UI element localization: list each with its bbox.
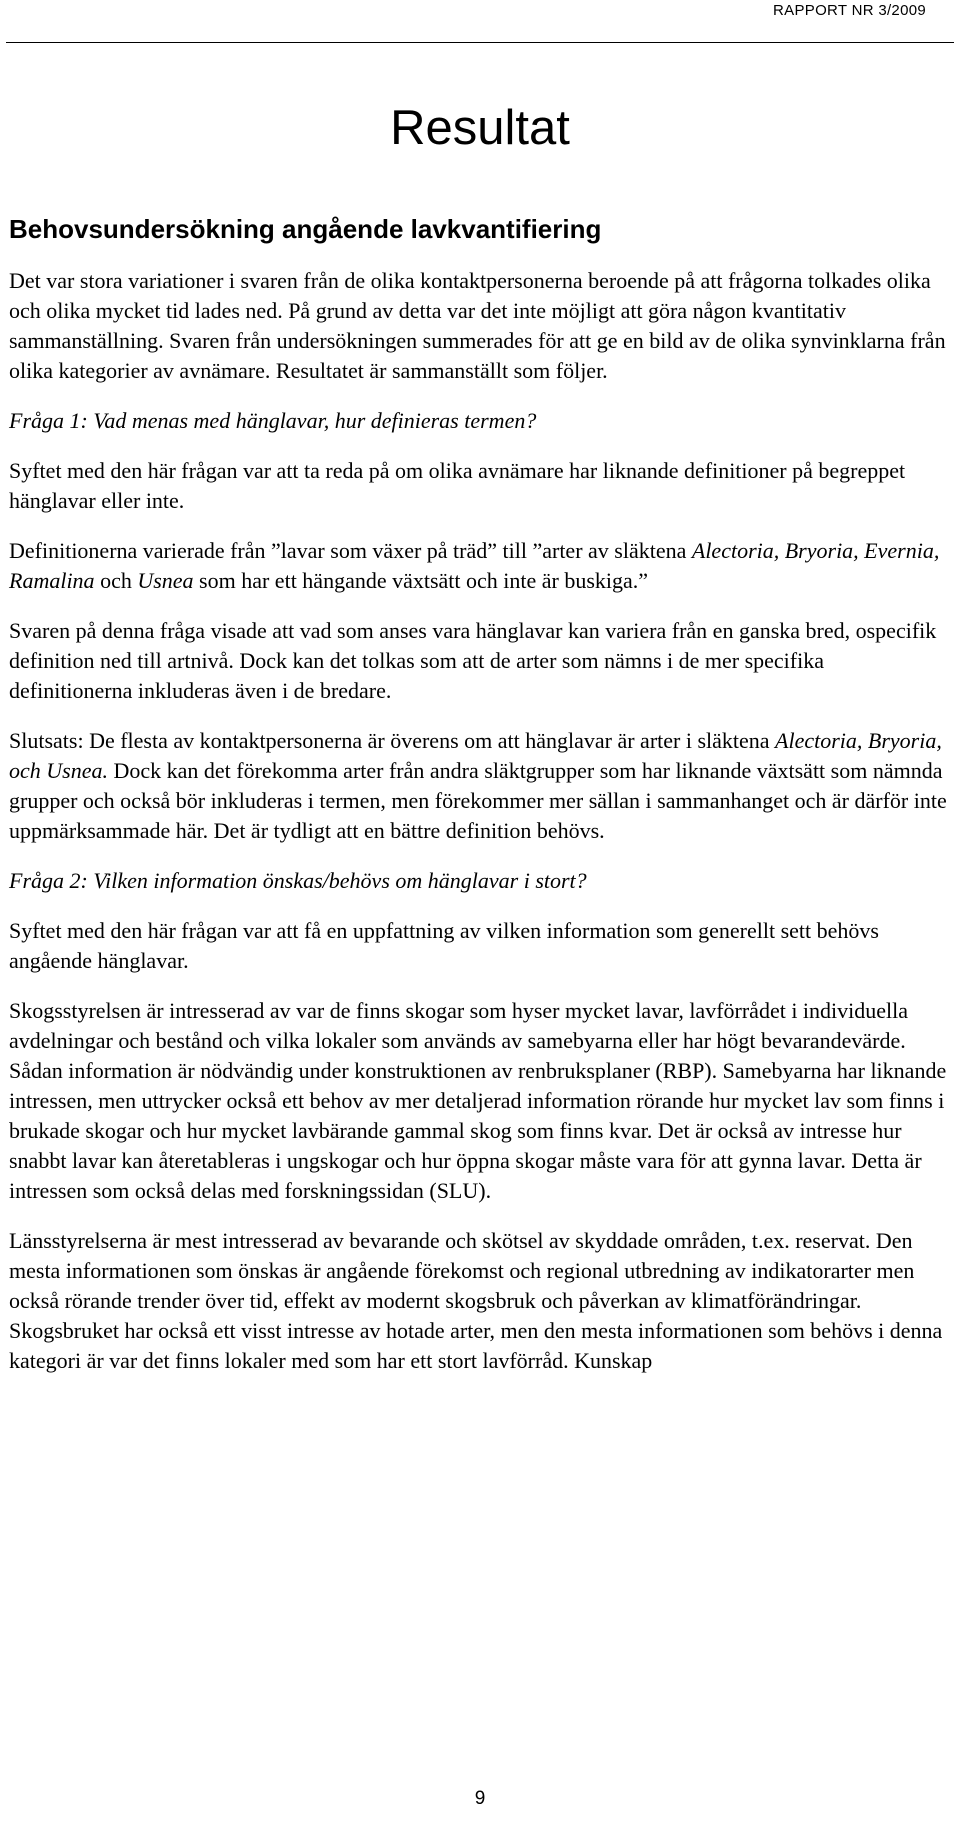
definitions-text-1: Definitionerna varierade från ”lavar som växer på träd” till ”arter av släktena — [9, 538, 692, 563]
page-number: 9 — [474, 1788, 486, 1809]
genus-usnea-italic: Usnea — [137, 568, 194, 593]
skogsstyrelsen-paragraph: Skogsstyrelsen är intresserad av var de finns skogar som hyser mycket lavar, lavförrådet i individuella avdelningar och bestånd och vilka lokaler som används av samebyarna eller har högt bevarandevärde. Sådan information är nödvändig under konstruktionen av renbruksplaner (RBP). Samebyarna har liknande intressen, men uttrycker också ett behov av mer detaljerad information rörande hur mycket lav som finns i brukade skogar och hur mycket lavbärande gammal skog som finns kvar. Det är också av intresse hur snabbt lavar kan återetableras i ungskogar och hur öppna skogar måste vara för att gynna lavar. Detta är intressen som också delas med forskningssidan (SLU). — [9, 998, 947, 1203]
section-heading: Behovsundersökning angående lavkvantifiering — [9, 214, 602, 244]
running-header: RAPPORT NR 3/2009 — [773, 2, 926, 19]
conclusion-text-2: Dock kan det förekomma arter från andra släktgrupper som har liknande växtsätt som nämnda grupper och också bör inkluderas i termen, men förekommer mer sällan i sammanhanget och är därför inte uppmärksammade här. Det är tydligt att en bättre definition behövs. — [9, 758, 947, 843]
conclusion-text-1: Slutsats: De flesta av kontaktpersonerna är överens om att hänglavar är arter i släktena — [9, 728, 776, 753]
genus-list-italic: Alectoria, Bryoria, Evernia, Ramalina — [9, 538, 940, 593]
header-rule — [6, 42, 954, 43]
definitions-text-3: som har ett hängande växtsätt och inte är buskiga.” — [193, 568, 649, 593]
lansstyrelserna-paragraph: Länsstyrelserna är mest intresserad av bevarande och skötsel av skyddade områden, t.ex. reservat. Den mesta informationen som önskas är angående förekomst och regional utbredning av indikatorarter men också rörande trender över tid, effekt av modernt skogsbruk och påverkan av klimatförändringar. Skogsbruket har också ett visst intresse av hotade arter, men den mesta informationen som behövs i denna kategori är var det finns lokaler med som har ett stort lavförråd. Kunskap — [9, 1228, 943, 1373]
intro-paragraph: Det var stora variationer i svaren från de olika kontaktpersonerna beroende på att frågorna tolkades olika och olika mycket tid lades ned. På grund av detta var det inte möjligt att göra någon kvantitativ sammanställning. Svaren från undersökningen summerades för att ge en bild av de olika synvinklarna från olika kategorier av avnämare. Resultatet är sammanställt som följer. — [9, 268, 946, 383]
question-1-heading: Fråga 1: Vad menas med hänglavar, hur definieras termen? — [9, 408, 537, 433]
question-2-purpose-paragraph: Syftet med den här frågan var att få en uppfattning av vilken information som generellt sett behövs angående hänglavar. — [9, 918, 879, 973]
question-1-purpose-paragraph: Syftet med den här frågan var att ta reda på om olika avnämare har liknande definitioner på begreppet hänglavar eller inte. — [9, 458, 906, 513]
definitions-paragraph — [9, 536, 951, 596]
body-text — [9, 266, 951, 1396]
conclusion-genus-italic: Alectoria, Bryoria, och Usnea. — [9, 728, 942, 783]
page-title: Resultat — [390, 101, 570, 155]
answers-paragraph: Svaren på denna fråga visade att vad som anses vara hänglavar kan variera från en ganska bred, ospecifik definition ned till artnivå. Dock kan det tolkas som att de arter som nämns i de mer specifika definitionerna inkluderas även i de bredare. — [9, 618, 937, 703]
conclusion-paragraph — [9, 726, 951, 846]
question-2-heading: Fråga 2: Vilken information önskas/behövs om hänglavar i stort? — [9, 868, 587, 893]
definitions-text-2: och — [94, 568, 138, 593]
